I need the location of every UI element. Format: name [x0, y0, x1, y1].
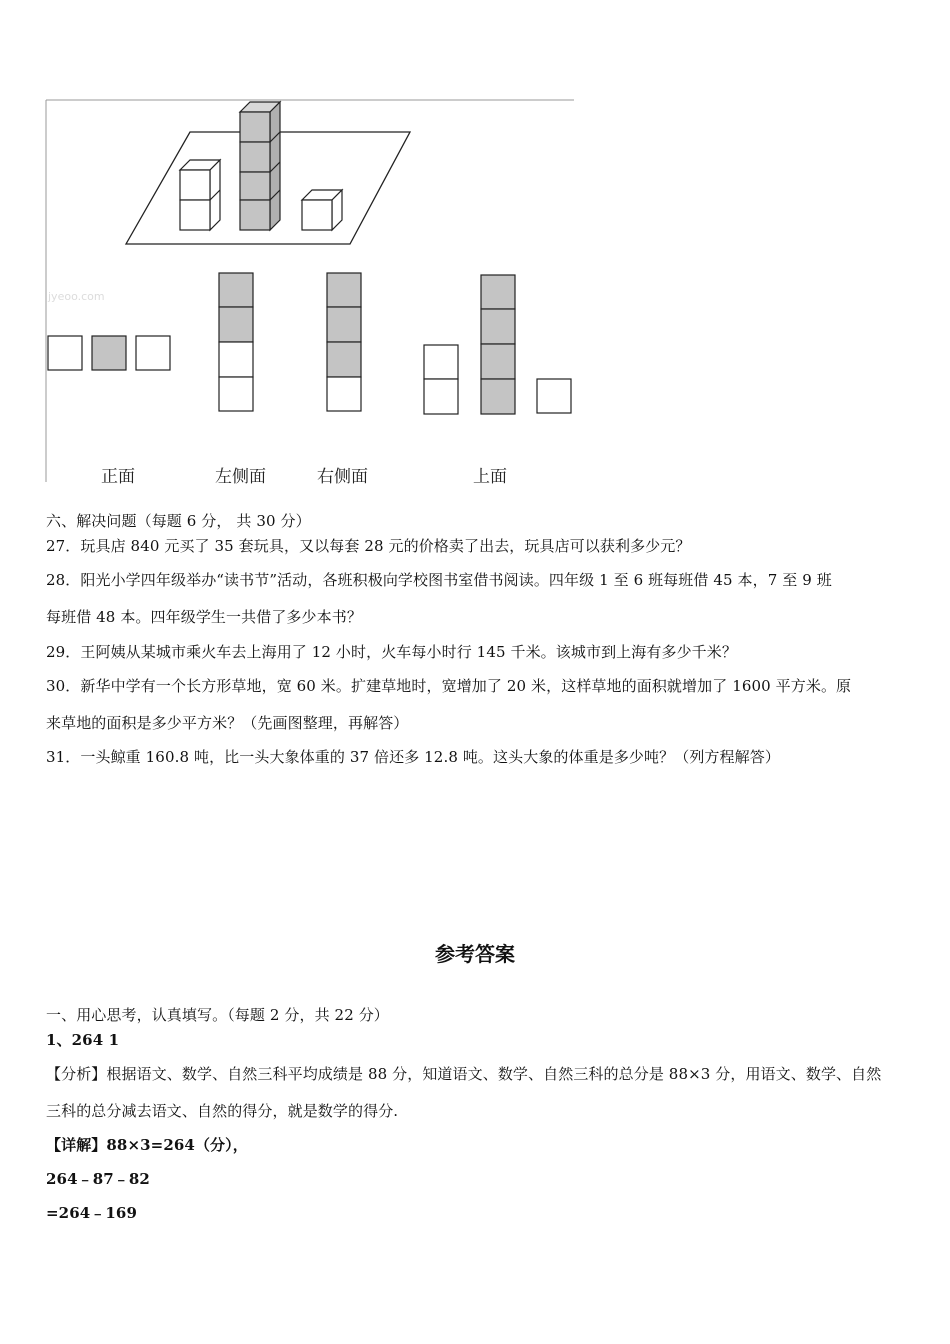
calc-step1: 264﹣87﹣82 — [46, 1170, 150, 1188]
analysis-line1: 【分析】根据语文、数学、自然三科平均成绩是 88 分，知道语文、数学、自然三科的总分是 88×3 分，用语文、数学、自然 — [46, 1065, 882, 1083]
answer-1: 1、264 1 — [46, 1031, 120, 1049]
question-27: 27．玩具店 840 元买了 35 套玩具，又以每套 28 元的价格卖了出去，玩具店可以获利多少元？ — [46, 537, 691, 555]
question-30-line1: 30．新华中学有一个长方形草地，宽 60 米。扩建草地时，宽增加了 20 米，这样草地的面积就增加了 1600 平方米。原 — [46, 677, 852, 695]
watermark-text: jyeoo.com — [48, 290, 105, 303]
question-30-line2: 来草地的面积是多少平方米？（先画图整理，再解答） — [46, 714, 409, 732]
label-top: 上面 — [473, 467, 507, 487]
question-28-line1: 28．阳光小学四年级举办“读书节”活动，各班积极向学校图书室借书阅读。四年级 1 至 6 班每班借 45 本，7 至 9 班 — [46, 571, 832, 589]
cube-stack-middle-3d — [240, 102, 280, 230]
question-31: 31．一头鲸重 160.8 吨，比一头大象体重的 37 倍还多 12.8 吨。这头大象的体重是多少吨？（列方程解答） — [46, 748, 780, 766]
view-top-shape — [424, 275, 571, 414]
question-29: 29．王阿姨从某城市乘火车去上海用了 12 小时，火车每小时行 145 千米。该城市到上海有多少千米？ — [46, 643, 737, 661]
detail-line: 【详解】88×3=264（分）， — [46, 1136, 248, 1154]
answers-title: 参考答案 — [435, 942, 515, 966]
view-left-shape — [219, 273, 253, 411]
question-28-line2: 每班借 48 本。四年级学生一共借了多少本书？ — [46, 608, 362, 626]
view-front-shape — [48, 336, 170, 370]
cube-single-right-3d — [302, 190, 342, 230]
view-right-shape — [327, 273, 361, 411]
label-right-side: 右侧面 — [317, 467, 368, 487]
cube-diagram — [44, 98, 576, 484]
cube-figure — [44, 98, 576, 487]
cube-stack-left-3d — [180, 160, 220, 230]
label-left-side: 左侧面 — [215, 467, 266, 487]
analysis-line2: 三科的总分减去语文、自然的得分，就是数学的得分. — [46, 1102, 399, 1120]
answers-section1-heading: 一、用心思考，认真填写。（每题 2 分，共 22 分） — [46, 1006, 389, 1024]
calc-step2: =264﹣169 — [46, 1204, 137, 1222]
section6-heading: 六、解决问题（每题 6 分， 共 30 分） — [46, 512, 311, 530]
label-front: 正面 — [101, 467, 135, 487]
